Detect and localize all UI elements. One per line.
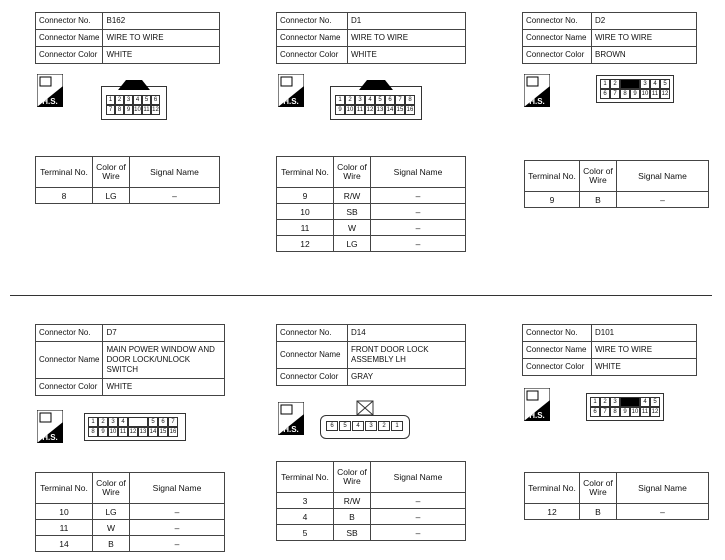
section-divider	[10, 295, 712, 296]
terminal-table-d2	[524, 160, 709, 208]
signal-name-header: Signal Name	[371, 157, 466, 188]
connector-no-label: Connector No.	[523, 325, 592, 342]
wire-color: B	[580, 504, 617, 520]
terminal-no: 12	[525, 504, 580, 520]
terminal-no: 12	[277, 236, 334, 252]
signal-name: –	[130, 520, 225, 536]
pin: 2	[378, 421, 390, 431]
color-of-wire-header: Color of Wire	[93, 157, 130, 188]
pin: 15	[396, 107, 404, 113]
terminal-no: 9	[525, 192, 580, 208]
pin: 6	[158, 417, 168, 427]
terminal-no: 11	[36, 520, 93, 536]
pin: 6	[600, 89, 610, 99]
connector-no-value: D7	[103, 325, 225, 342]
wire-color: R/W	[334, 493, 371, 509]
signal-name: –	[130, 504, 225, 520]
pin: 4	[650, 79, 660, 89]
terminal-no: 4	[277, 509, 334, 525]
signal-name: –	[130, 188, 220, 204]
terminal-table-d7	[35, 472, 225, 552]
table-row	[277, 220, 466, 236]
pin: 11	[651, 91, 659, 97]
pin: 2	[345, 95, 355, 105]
wire-color: B	[334, 509, 371, 525]
connector-color-value: WHITE	[592, 359, 697, 376]
terminal-no: 10	[36, 504, 93, 520]
svg-text:H.S.: H.S.	[283, 425, 299, 434]
connector-info-table	[35, 324, 225, 396]
connector-name-value: WIRE TO WIRE	[592, 342, 697, 359]
pin: 7	[106, 105, 115, 115]
pin: 1	[106, 95, 115, 105]
pin: 8	[115, 105, 124, 115]
connector-color-value: BROWN	[592, 47, 697, 64]
color-of-wire-header: Color of Wire	[334, 157, 371, 188]
pin: 12	[129, 429, 137, 435]
connector-color-label: Connector Color	[36, 47, 103, 64]
connector-no-label: Connector No.	[36, 325, 103, 342]
pin: 1	[335, 95, 345, 105]
connector-info-table	[276, 324, 466, 386]
connector-face-d2	[596, 75, 674, 103]
terminal-no-header: Terminal No.	[277, 462, 334, 493]
terminal-no-header: Terminal No.	[36, 473, 93, 504]
connector-no-label: Connector No.	[277, 13, 348, 30]
connector-block-d1	[276, 12, 466, 64]
pin: 6	[385, 95, 395, 105]
signal-name: –	[371, 204, 466, 220]
table-row	[36, 504, 225, 520]
signal-name: –	[371, 509, 466, 525]
hs-icon	[524, 388, 550, 421]
connector-name-label: Connector Name	[523, 30, 592, 47]
color-of-wire-header: Color of Wire	[580, 473, 617, 504]
wire-color: B	[580, 192, 617, 208]
connector-no-value: D101	[592, 325, 697, 342]
pin-grid	[88, 417, 178, 437]
signal-name: –	[371, 220, 466, 236]
table-row	[36, 188, 220, 204]
hs-icon	[278, 402, 304, 435]
pin: 3	[124, 95, 133, 105]
connector-key-icon	[620, 397, 640, 407]
pin: 4	[133, 95, 142, 105]
connector-block-d14	[276, 324, 466, 386]
connector-face-d101	[586, 393, 664, 421]
pin: 14	[149, 429, 157, 435]
connector-block-b162	[35, 12, 220, 64]
table-row	[277, 236, 466, 252]
connector-name-label: Connector Name	[36, 30, 103, 47]
pin: 15	[159, 429, 167, 435]
pin: 11	[143, 107, 150, 113]
svg-text:H.S.: H.S.	[529, 411, 545, 420]
pin: 3	[610, 397, 620, 407]
pin: 1	[88, 417, 98, 427]
terminal-no-header: Terminal No.	[36, 157, 93, 188]
table-row	[36, 536, 225, 552]
pin: 1	[590, 397, 600, 407]
pin: 2	[600, 397, 610, 407]
connector-color-value: WHITE	[348, 47, 466, 64]
signal-name: –	[130, 536, 225, 552]
connector-no-value: D2	[592, 13, 697, 30]
terminal-no-header: Terminal No.	[525, 161, 580, 192]
hs-icon	[37, 410, 63, 443]
pin: 6	[326, 421, 338, 431]
connector-block-d2	[522, 12, 697, 64]
connector-name-label: Connector Name	[36, 342, 103, 379]
pin: 5	[650, 397, 660, 407]
connector-info-table	[522, 12, 697, 64]
connector-info-table	[522, 324, 697, 376]
terminal-no: 9	[277, 188, 334, 204]
svg-text:H.S.: H.S.	[283, 97, 299, 106]
pin: 2	[610, 79, 620, 89]
pin: 9	[630, 89, 640, 99]
pin: 3	[355, 95, 365, 105]
pin: 2	[98, 417, 108, 427]
pin-grid	[600, 79, 670, 99]
connector-lock-icon	[356, 400, 374, 416]
table-row	[277, 204, 466, 220]
pin: 7	[610, 89, 620, 99]
pin: 10	[109, 429, 117, 435]
pin: 7	[395, 95, 405, 105]
connector-color-value: GRAY	[348, 369, 466, 386]
color-of-wire-header: Color of Wire	[580, 161, 617, 192]
pin: 9	[124, 105, 133, 115]
connector-no-label: Connector No.	[36, 13, 103, 30]
svg-text:H.S.: H.S.	[42, 97, 58, 106]
connector-face-d7	[84, 413, 186, 441]
pin: 8	[610, 407, 620, 417]
wire-color: B	[93, 536, 130, 552]
pin: 12	[651, 409, 659, 415]
pin: 6	[151, 95, 160, 105]
hs-icon	[37, 74, 63, 107]
signal-name: –	[371, 236, 466, 252]
signal-name-header: Signal Name	[130, 473, 225, 504]
pin: 8	[88, 427, 98, 437]
table-row	[277, 188, 466, 204]
table-row	[525, 504, 709, 520]
connector-block-d7	[35, 324, 225, 396]
connector-latch-icon	[331, 78, 421, 90]
pin: 8	[620, 89, 630, 99]
hs-icon	[524, 74, 550, 107]
connector-info-table	[276, 12, 466, 64]
connector-name-label: Connector Name	[277, 342, 348, 369]
table-row	[36, 520, 225, 536]
pin: 10	[134, 107, 141, 113]
signal-name-header: Signal Name	[371, 462, 466, 493]
pin: 1	[600, 79, 610, 89]
pin: 4	[118, 417, 128, 427]
pin-grid	[106, 95, 160, 115]
pin: 10	[631, 409, 639, 415]
wire-color: SB	[334, 525, 371, 541]
connector-color-value: WHITE	[103, 379, 225, 396]
pin: 14	[386, 107, 394, 113]
pin: 8	[405, 95, 415, 105]
terminal-no: 8	[36, 188, 93, 204]
pin: 5	[375, 95, 385, 105]
pin: 11	[356, 107, 364, 113]
pin: 11	[641, 409, 649, 415]
pin: 10	[346, 107, 354, 113]
connector-color-label: Connector Color	[523, 47, 592, 64]
color-of-wire-header: Color of Wire	[93, 473, 130, 504]
signal-name: –	[371, 188, 466, 204]
pin: 6	[590, 407, 600, 417]
pin: 13	[376, 107, 384, 113]
pin: 5	[339, 421, 351, 431]
pin: 11	[119, 429, 127, 435]
color-of-wire-header: Color of Wire	[334, 462, 371, 493]
connector-name-value: WIRE TO WIRE	[592, 30, 697, 47]
svg-text:H.S.: H.S.	[42, 433, 58, 442]
pin: 7	[168, 417, 178, 427]
pin: 5	[142, 95, 151, 105]
pin: 13	[139, 429, 147, 435]
connector-block-d101	[522, 324, 697, 376]
connector-color-label: Connector Color	[36, 379, 103, 396]
connector-no-value: D14	[348, 325, 466, 342]
connector-latch-icon	[102, 78, 166, 90]
connector-name-value: WIRE TO WIRE	[348, 30, 466, 47]
pin: 10	[641, 91, 649, 97]
signal-name: –	[617, 192, 709, 208]
pin: 4	[365, 95, 375, 105]
pin: 3	[365, 421, 377, 431]
pin: 16	[169, 429, 177, 435]
hs-icon	[278, 74, 304, 107]
pin: 1	[391, 421, 403, 431]
signal-name-header: Signal Name	[617, 161, 709, 192]
connector-color-label: Connector Color	[277, 47, 348, 64]
connector-key-icon	[128, 417, 148, 427]
wire-color: LG	[93, 188, 130, 204]
table-row	[277, 493, 466, 509]
connector-name-label: Connector Name	[277, 30, 348, 47]
table-row	[277, 509, 466, 525]
wire-color: LG	[334, 236, 371, 252]
pin: 5	[660, 79, 670, 89]
connector-name-value: WIRE TO WIRE	[103, 30, 220, 47]
signal-name: –	[371, 525, 466, 541]
wire-color: R/W	[334, 188, 371, 204]
pin: 2	[115, 95, 124, 105]
connector-no-label: Connector No.	[523, 13, 592, 30]
connector-info-table	[35, 12, 220, 64]
terminal-no: 3	[277, 493, 334, 509]
pin: 12	[152, 107, 159, 113]
signal-name-header: Signal Name	[617, 473, 709, 504]
table-row	[525, 192, 709, 208]
table-row	[277, 525, 466, 541]
signal-name-header: Signal Name	[130, 157, 220, 188]
connector-face-d14	[320, 415, 410, 439]
pin: 7	[600, 407, 610, 417]
terminal-no-header: Terminal No.	[525, 473, 580, 504]
pin: 9	[620, 407, 630, 417]
pin: 12	[661, 91, 669, 97]
pin-grid	[326, 421, 403, 431]
wire-color: LG	[93, 504, 130, 520]
pin: 4	[352, 421, 364, 431]
terminal-no: 10	[277, 204, 334, 220]
terminal-table-d14	[276, 461, 466, 541]
terminal-no: 11	[277, 220, 334, 236]
terminal-no-header: Terminal No.	[277, 157, 334, 188]
pin-grid	[335, 95, 415, 115]
connector-no-value: B162	[103, 13, 220, 30]
signal-name: –	[371, 493, 466, 509]
connector-no-label: Connector No.	[277, 325, 348, 342]
signal-name: –	[617, 504, 709, 520]
pin: 3	[640, 79, 650, 89]
connector-color-label: Connector Color	[523, 359, 592, 376]
wire-color: W	[334, 220, 371, 236]
wire-color: W	[93, 520, 130, 536]
pin: 9	[98, 427, 108, 437]
pin: 16	[406, 107, 414, 113]
pin: 3	[108, 417, 118, 427]
terminal-no: 5	[277, 525, 334, 541]
pin: 4	[640, 397, 650, 407]
pin: 9	[335, 105, 345, 115]
terminal-no: 14	[36, 536, 93, 552]
connector-name-value: FRONT DOOR LOCK ASSEMBLY LH	[348, 342, 466, 369]
terminal-table-d1	[276, 156, 466, 252]
connector-no-value: D1	[348, 13, 466, 30]
wire-color: SB	[334, 204, 371, 220]
pin-grid	[590, 397, 660, 417]
terminal-table-d101	[524, 472, 709, 520]
terminal-table-b162	[35, 156, 220, 204]
connector-face-b162	[101, 86, 167, 120]
pin: 5	[148, 417, 158, 427]
connector-face-d1	[330, 86, 422, 120]
connector-key-icon	[620, 79, 640, 89]
connector-name-label: Connector Name	[523, 342, 592, 359]
connector-color-value: WHITE	[103, 47, 220, 64]
svg-text:H.S.: H.S.	[529, 97, 545, 106]
connector-name-value: MAIN POWER WINDOW AND DOOR LOCK/UNLOCK SWITCH	[103, 342, 225, 379]
connector-color-label: Connector Color	[277, 369, 348, 386]
pin: 12	[366, 107, 374, 113]
